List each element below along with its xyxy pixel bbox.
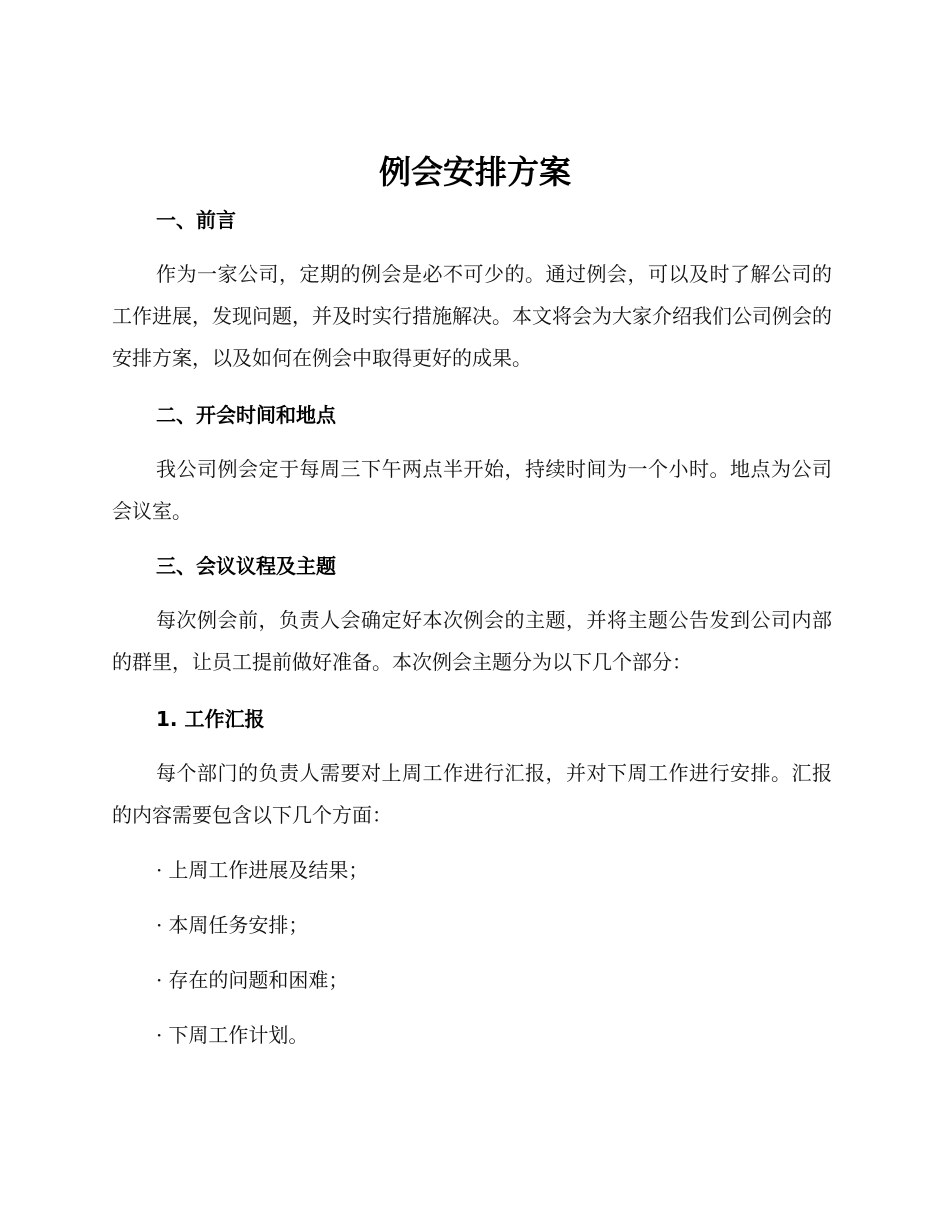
bullet-dot-icon: · <box>156 968 163 992</box>
list-item <box>156 1021 308 1049</box>
list-item <box>156 856 368 884</box>
section-paragraph-agenda: 每次例会前，负责人会确定好本次例会的主题，并将主题公告发到公司内部的群里，让员工提前做好准备。本次例会主题分为以下几个部分： <box>112 608 832 674</box>
section-paragraph-time-place: 我公司例会定于每周三下午两点半开始，持续时间为一个小时。地点为公司会议室。 <box>112 457 832 523</box>
section-paragraph-work-report: 每个部门的负责人需要对上周工作进行汇报，并对下周工作进行安排。汇报的内容需要包含以下几个方面： <box>112 761 832 827</box>
section-heading-agenda: 三、会议议程及主题 <box>156 554 336 578</box>
bullet-dot-icon: · <box>156 858 163 882</box>
list-item <box>156 911 308 939</box>
list-item <box>156 966 348 994</box>
list-item-text: 存在的问题和困难； <box>168 968 349 992</box>
section-heading-work-report: 1. 工作汇报 <box>156 707 265 731</box>
bullet-dot-icon: · <box>156 1023 163 1047</box>
section-heading-preface: 一、前言 <box>156 208 236 232</box>
section-heading-time-place: 二、开会时间和地点 <box>156 403 336 427</box>
section-paragraph-preface: 作为一家公司，定期的例会是必不可少的。通过例会，可以及时了解公司的工作进展，发现问题，并及时实行措施解决。本文将会为大家介绍我们公司例会的安排方案，以及如何在例会中取得更好的成果。 <box>112 262 832 370</box>
bullet-dot-icon: · <box>156 913 163 937</box>
list-item-text: 下周工作计划。 <box>168 1023 309 1047</box>
document-title: 例会安排方案 <box>378 153 571 191</box>
list-item-text: 上周工作进展及结果； <box>168 858 369 882</box>
list-item-text: 本周任务安排； <box>168 913 309 937</box>
